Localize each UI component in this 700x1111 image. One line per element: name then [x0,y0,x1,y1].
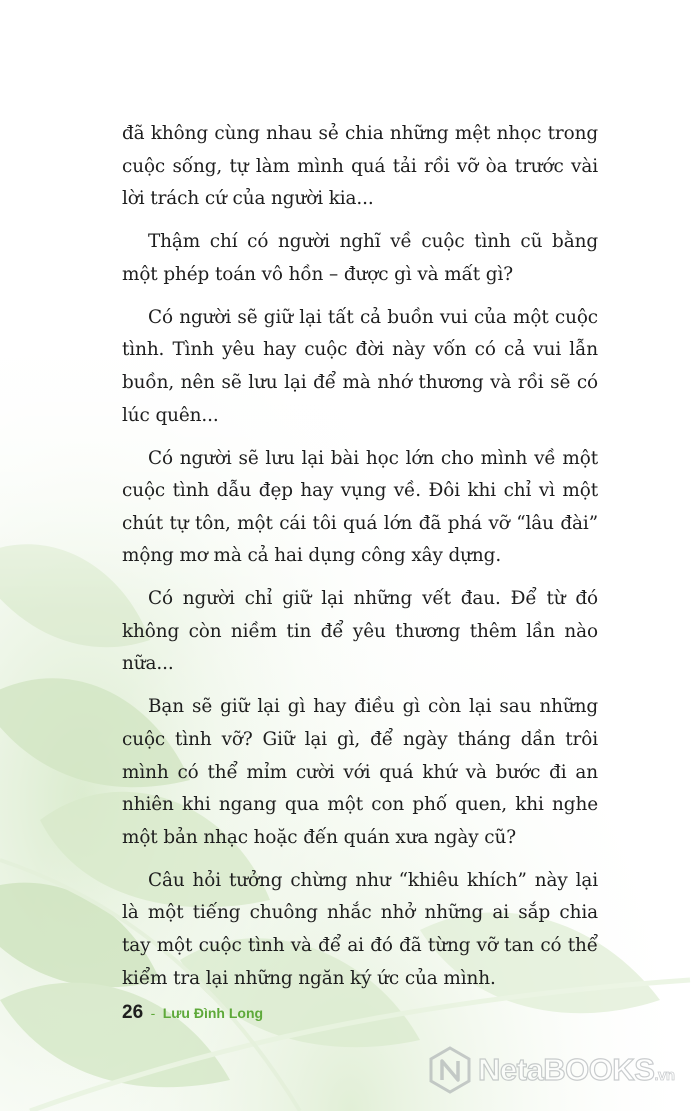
paragraph: Có người sẽ giữ lại tất cả buồn vui của một cuộc tình. Tình yêu hay cuộc đời này vốn có cả vui lẫn buồn, nên sẽ lưu lại để mà nhớ thương và rồi sẽ có lúc quên... [122,306,598,426]
footer-separator: - [150,1005,156,1021]
author-name: Lưu Đình Long [162,1005,264,1021]
paragraph: Có người chỉ giữ lại những vết đau. Để từ đó không còn niềm tin để yêu thương thêm lần nào nữa... [122,588,598,675]
publisher-watermark [428,1046,675,1094]
netabooks-logo-icon [428,1046,472,1094]
paragraph: Bạn sẽ giữ lại gì hay điều gì còn lại sau những cuộc tình vỡ? Giữ lại gì, để ngày tháng dần trôi mình có thể mỉm cười với quá khứ và bước đi an nhiên khi ngang qua một con phố quen, khi nghe một bản nhạc hoặc đến quán xưa ngày cũ? [122,696,598,848]
paragraph: Có người sẽ lưu lại bài học lớn cho mình về một cuộc tình dẫu đẹp hay vụng về. Đôi khi chỉ vì một chút tự tôn, một cái tôi quá lớn đã phá vỡ “lâu đài” mộng mơ mà cả hai dụng công xây dựng. [122,447,598,567]
page-number: 26 [122,1002,144,1023]
body-text [122,118,598,1006]
watermark-brand: NetaBOOKS.vn [478,1052,675,1087]
paragraph: Thậm chí có người nghĩ về cuộc tình cũ bằng một phép toán vô hồn – được gì và mất gì? [122,231,598,285]
page-footer [122,1002,263,1024]
paragraph: Câu hỏi tưởng chừng như “khiêu khích” này lại là một tiếng chuông nhắc nhở những ai sắp chia tay một cuộc tình và để ai đó đã từng vỡ tan có thể kiểm tra lại những ngăn ký ức của mình. [122,869,598,989]
watermark-tld: .vn [654,1067,675,1084]
paragraph: đã không cùng nhau sẻ chia những mệt nhọc trong cuộc sống, tự làm mình quá tải rồi vỡ òa trước vài lời trách cứ của người kia... [122,123,598,210]
